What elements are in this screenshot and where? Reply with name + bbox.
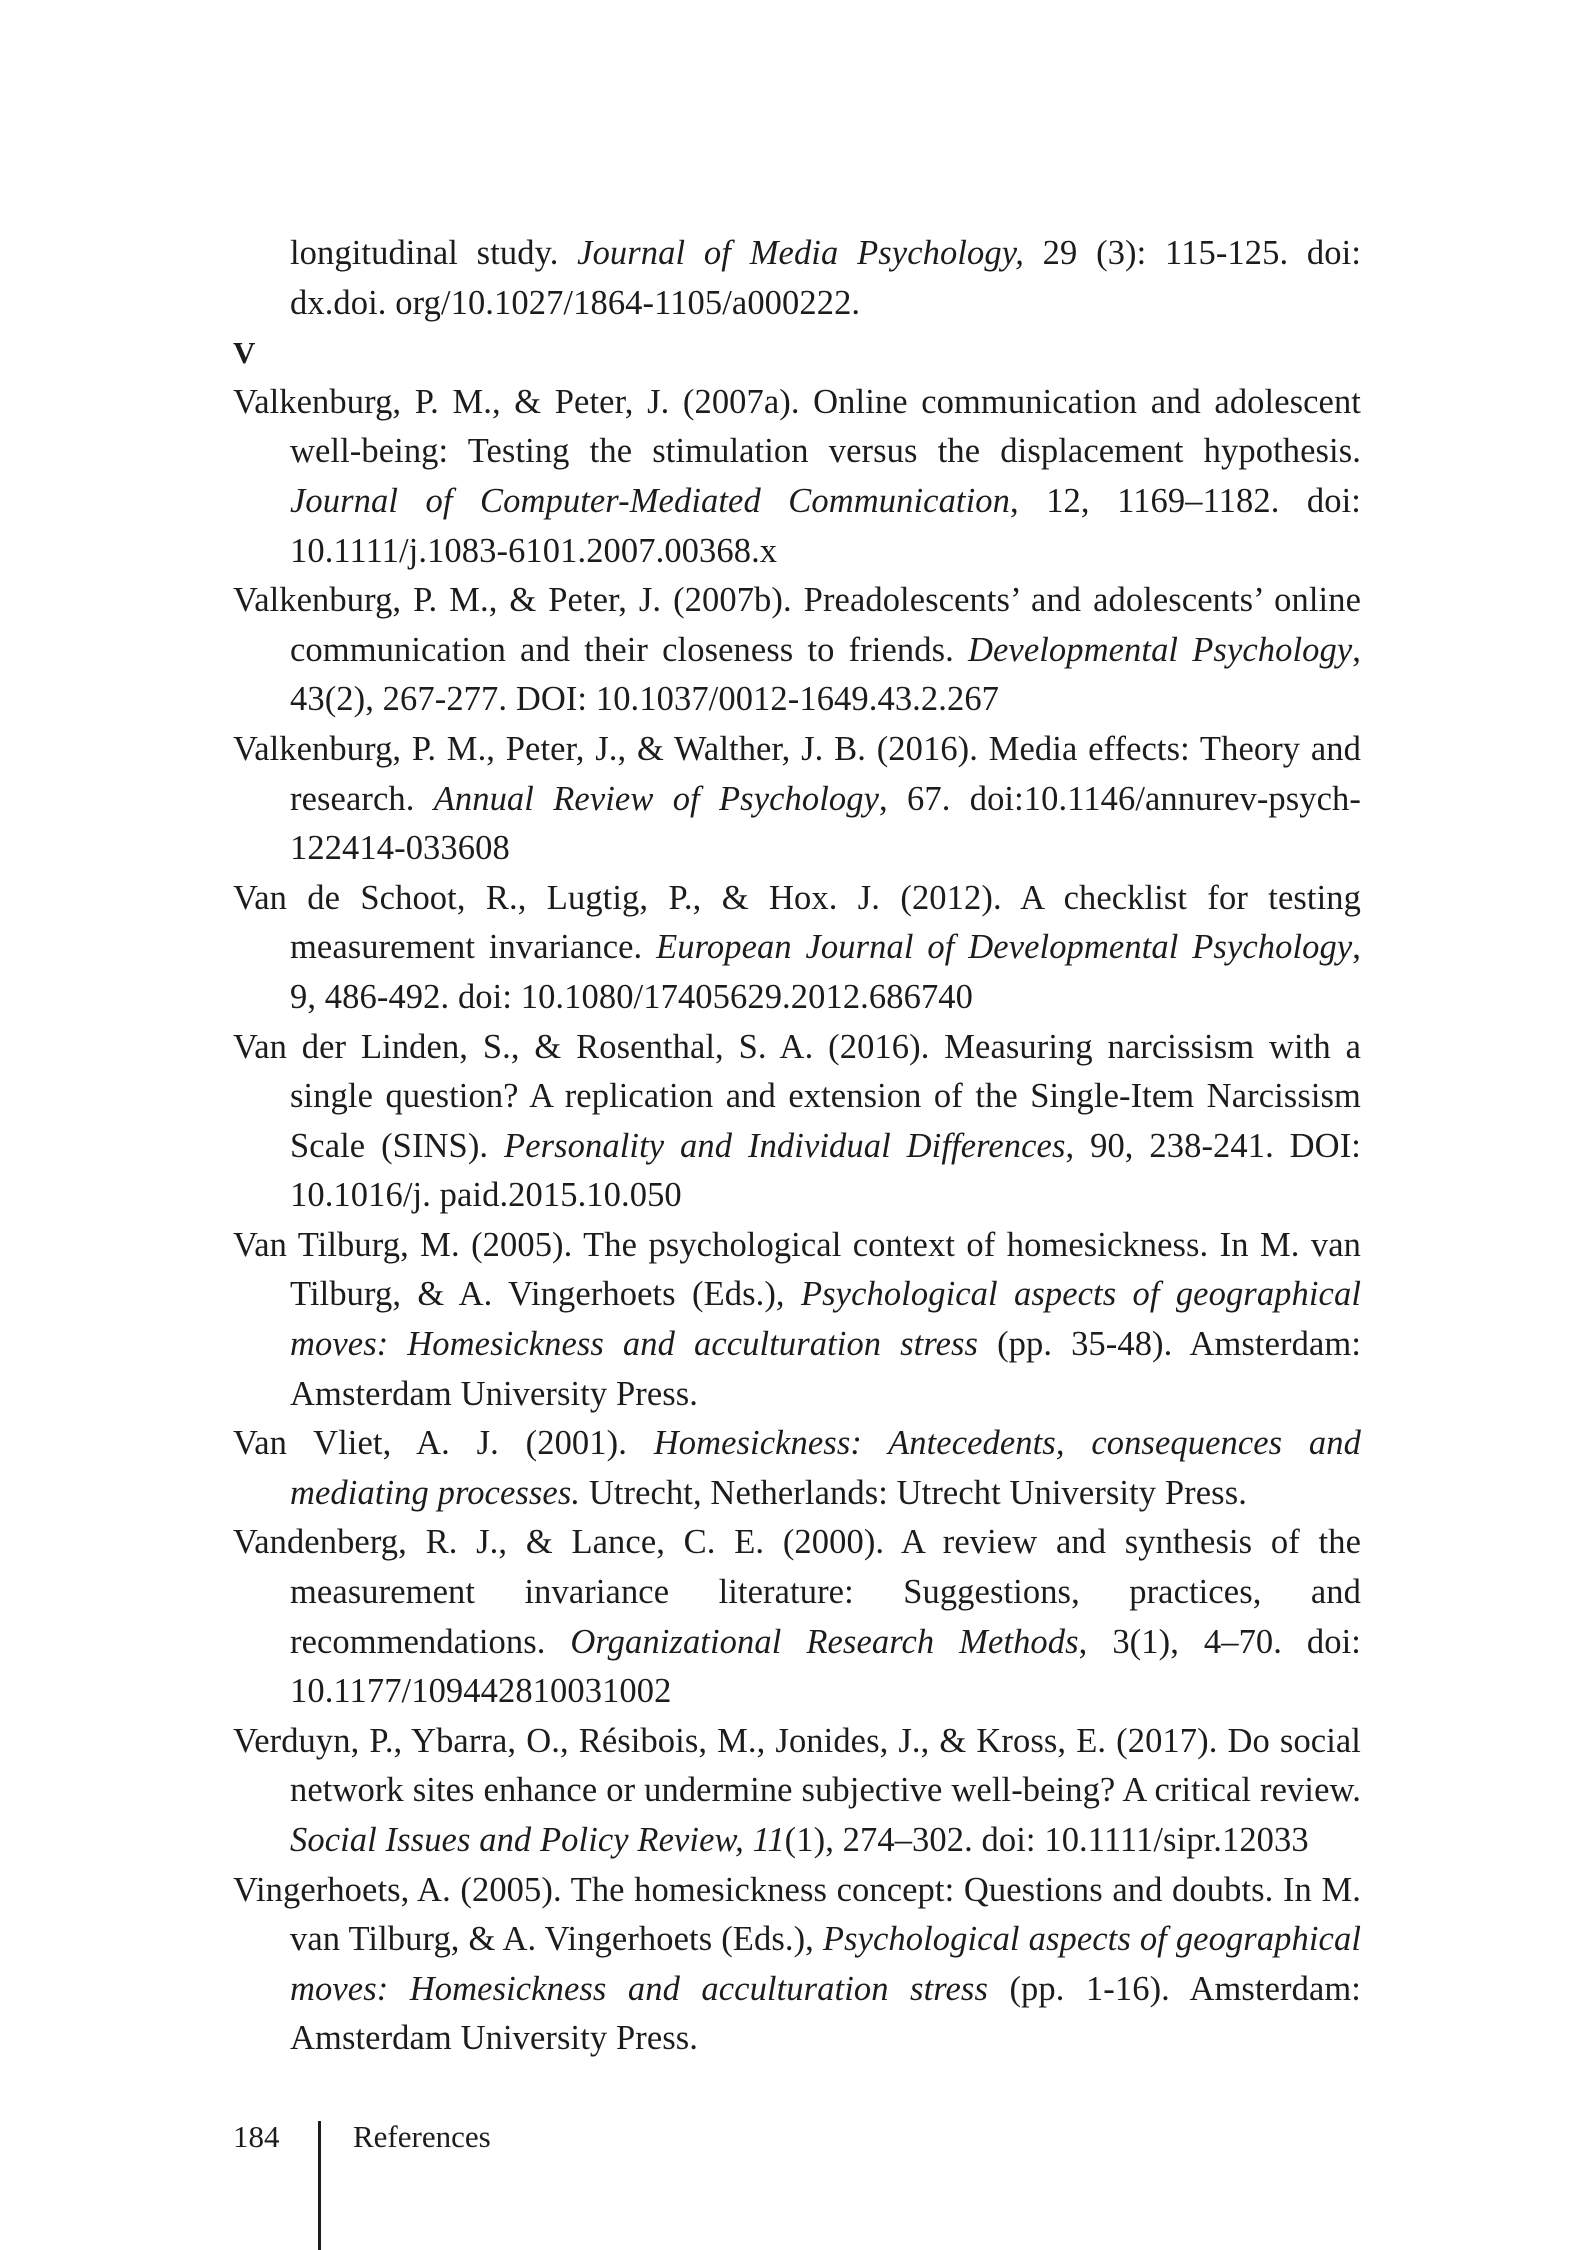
ref-pre: Vandenberg, R. J., & Lance, C. E. (2000). A review and synthesis of the measurement invariance literature: Suggestions, practices, and recommendations.	[233, 1523, 1361, 1661]
ref-pre: Valkenburg, P. M., Peter, J., & Walther, J. B. (2016). Media effects: Theory and research.	[233, 729, 1361, 818]
ref-post: , 3(1), 4–70. doi: 10.1177/109442810031002	[290, 1622, 1361, 1711]
ref-pre: Verduyn, P., Ybarra, O., Résibois, M., Jonides, J., & Kross, E. (2017). Do social network sites enhance or undermine subjective well-being? A critical review.	[233, 1721, 1361, 1810]
ref-post: , 67. doi:10.1146/annurev-psych-122414-033608	[290, 779, 1361, 868]
ref-post: , 9, 486-492. doi: 10.1080/17405629.2012.686740	[290, 928, 1361, 1016]
reference-entry	[233, 1717, 1361, 1866]
ref-journal: Journal of Media Psychology,	[577, 234, 1024, 272]
ref-pre: Valkenburg, P. M., & Peter, J. (2007a). Online communication and adolescent well-being: Testing the stimulation versus the displacement hypothesis.	[233, 382, 1361, 471]
reference-entry	[233, 576, 1361, 725]
footer-divider	[318, 2121, 321, 2250]
ref-journal: Social Issues and Policy Review, 11	[290, 1821, 785, 1859]
reference-entry	[233, 1221, 1361, 1419]
ref-pre: Van de Schoot, R., Lugtig, P., & Hox. J. (2012). A checklist for testing measurement invariance.	[233, 878, 1361, 967]
page-number: 184	[233, 2119, 280, 2154]
ref-pre: Valkenburg, P. M., & Peter, J. (2007b). Preadolescents’ and adolescents’ online communication and their closeness to friends.	[233, 581, 1361, 669]
reference-entry	[233, 1023, 1361, 1221]
ref-post: Utrecht, Netherlands: Utrecht University Press.	[580, 1473, 1247, 1512]
reference-list	[233, 229, 1361, 2064]
ref-journal: Psychological aspects of geographical moves: Homesickness and acculturation stress	[290, 1275, 1361, 1364]
reference-entry	[233, 378, 1361, 576]
section-letter: V	[233, 335, 256, 371]
ref-post: , 12, 1169–1182. doi: 10.1111/j.1083-6101.2007.00368.x	[290, 481, 1361, 570]
ref-post: (pp. 1-16). Amsterdam: Amsterdam University Press.	[290, 1969, 1361, 2058]
ref-post: (pp. 35-48). Amsterdam: Amsterdam University Press.	[290, 1325, 1362, 1413]
reference-continuation	[233, 229, 1361, 328]
ref-post: 29 (3): 115-125. doi: dx.doi. org/10.1027/1864-1105/a000222.	[290, 234, 1362, 322]
ref-journal: Developmental Psychology	[967, 630, 1353, 669]
ref-journal: Psychological aspects of geographical moves: Homesickness and acculturation stress	[290, 1920, 1362, 2008]
ref-pre: Van der Linden, S., & Rosenthal, S. A. (2016). Measuring narcissism with a single question? A replication and extension of the Single-Item Narcissism Scale (SINS).	[233, 1027, 1361, 1165]
ref-journal: Journal of Computer-Mediated Communication	[290, 481, 1010, 520]
ref-journal: Organizational Research Methods	[570, 1622, 1079, 1661]
reference-entry	[233, 874, 1361, 1023]
ref-journal: Annual Review of Psychology	[433, 779, 880, 818]
reference-entry	[233, 1866, 1361, 2064]
ref-post: (1), 274–302. doi: 10.1111/sipr.12033	[784, 1821, 1309, 1859]
ref-pre: Vingerhoets, A. (2005). The homesickness concept: Questions and doubts. In M. van Tilburg, & A. Vingerhoets (Eds.),	[233, 1870, 1361, 1959]
ref-pre: Van Vliet, A. J. (2001).	[233, 1424, 654, 1463]
reference-entry	[233, 725, 1361, 874]
ref-journal: European Journal of Developmental Psychology	[656, 928, 1353, 967]
ref-post: , 90, 238-241. DOI: 10.1016/j. paid.2015.10.050	[290, 1126, 1361, 1215]
running-head: References	[353, 2119, 491, 2154]
reference-entry	[233, 1518, 1361, 1716]
reference-entry	[233, 1419, 1361, 1518]
ref-journal: Personality and Individual Differences	[504, 1126, 1066, 1165]
ref-journal: Homesickness: Antecedents, consequences and mediating processes.	[290, 1424, 1361, 1512]
ref-pre: Van Tilburg, M. (2005). The psychological context of homesickness. In M. van Tilburg, & A. Vingerhoets (Eds.),	[233, 1225, 1361, 1314]
ref-post: , 43(2), 267-277. DOI: 10.1037/0012-1649.43.2.267	[290, 630, 1362, 719]
ref-pre: longitudinal study.	[290, 234, 578, 272]
